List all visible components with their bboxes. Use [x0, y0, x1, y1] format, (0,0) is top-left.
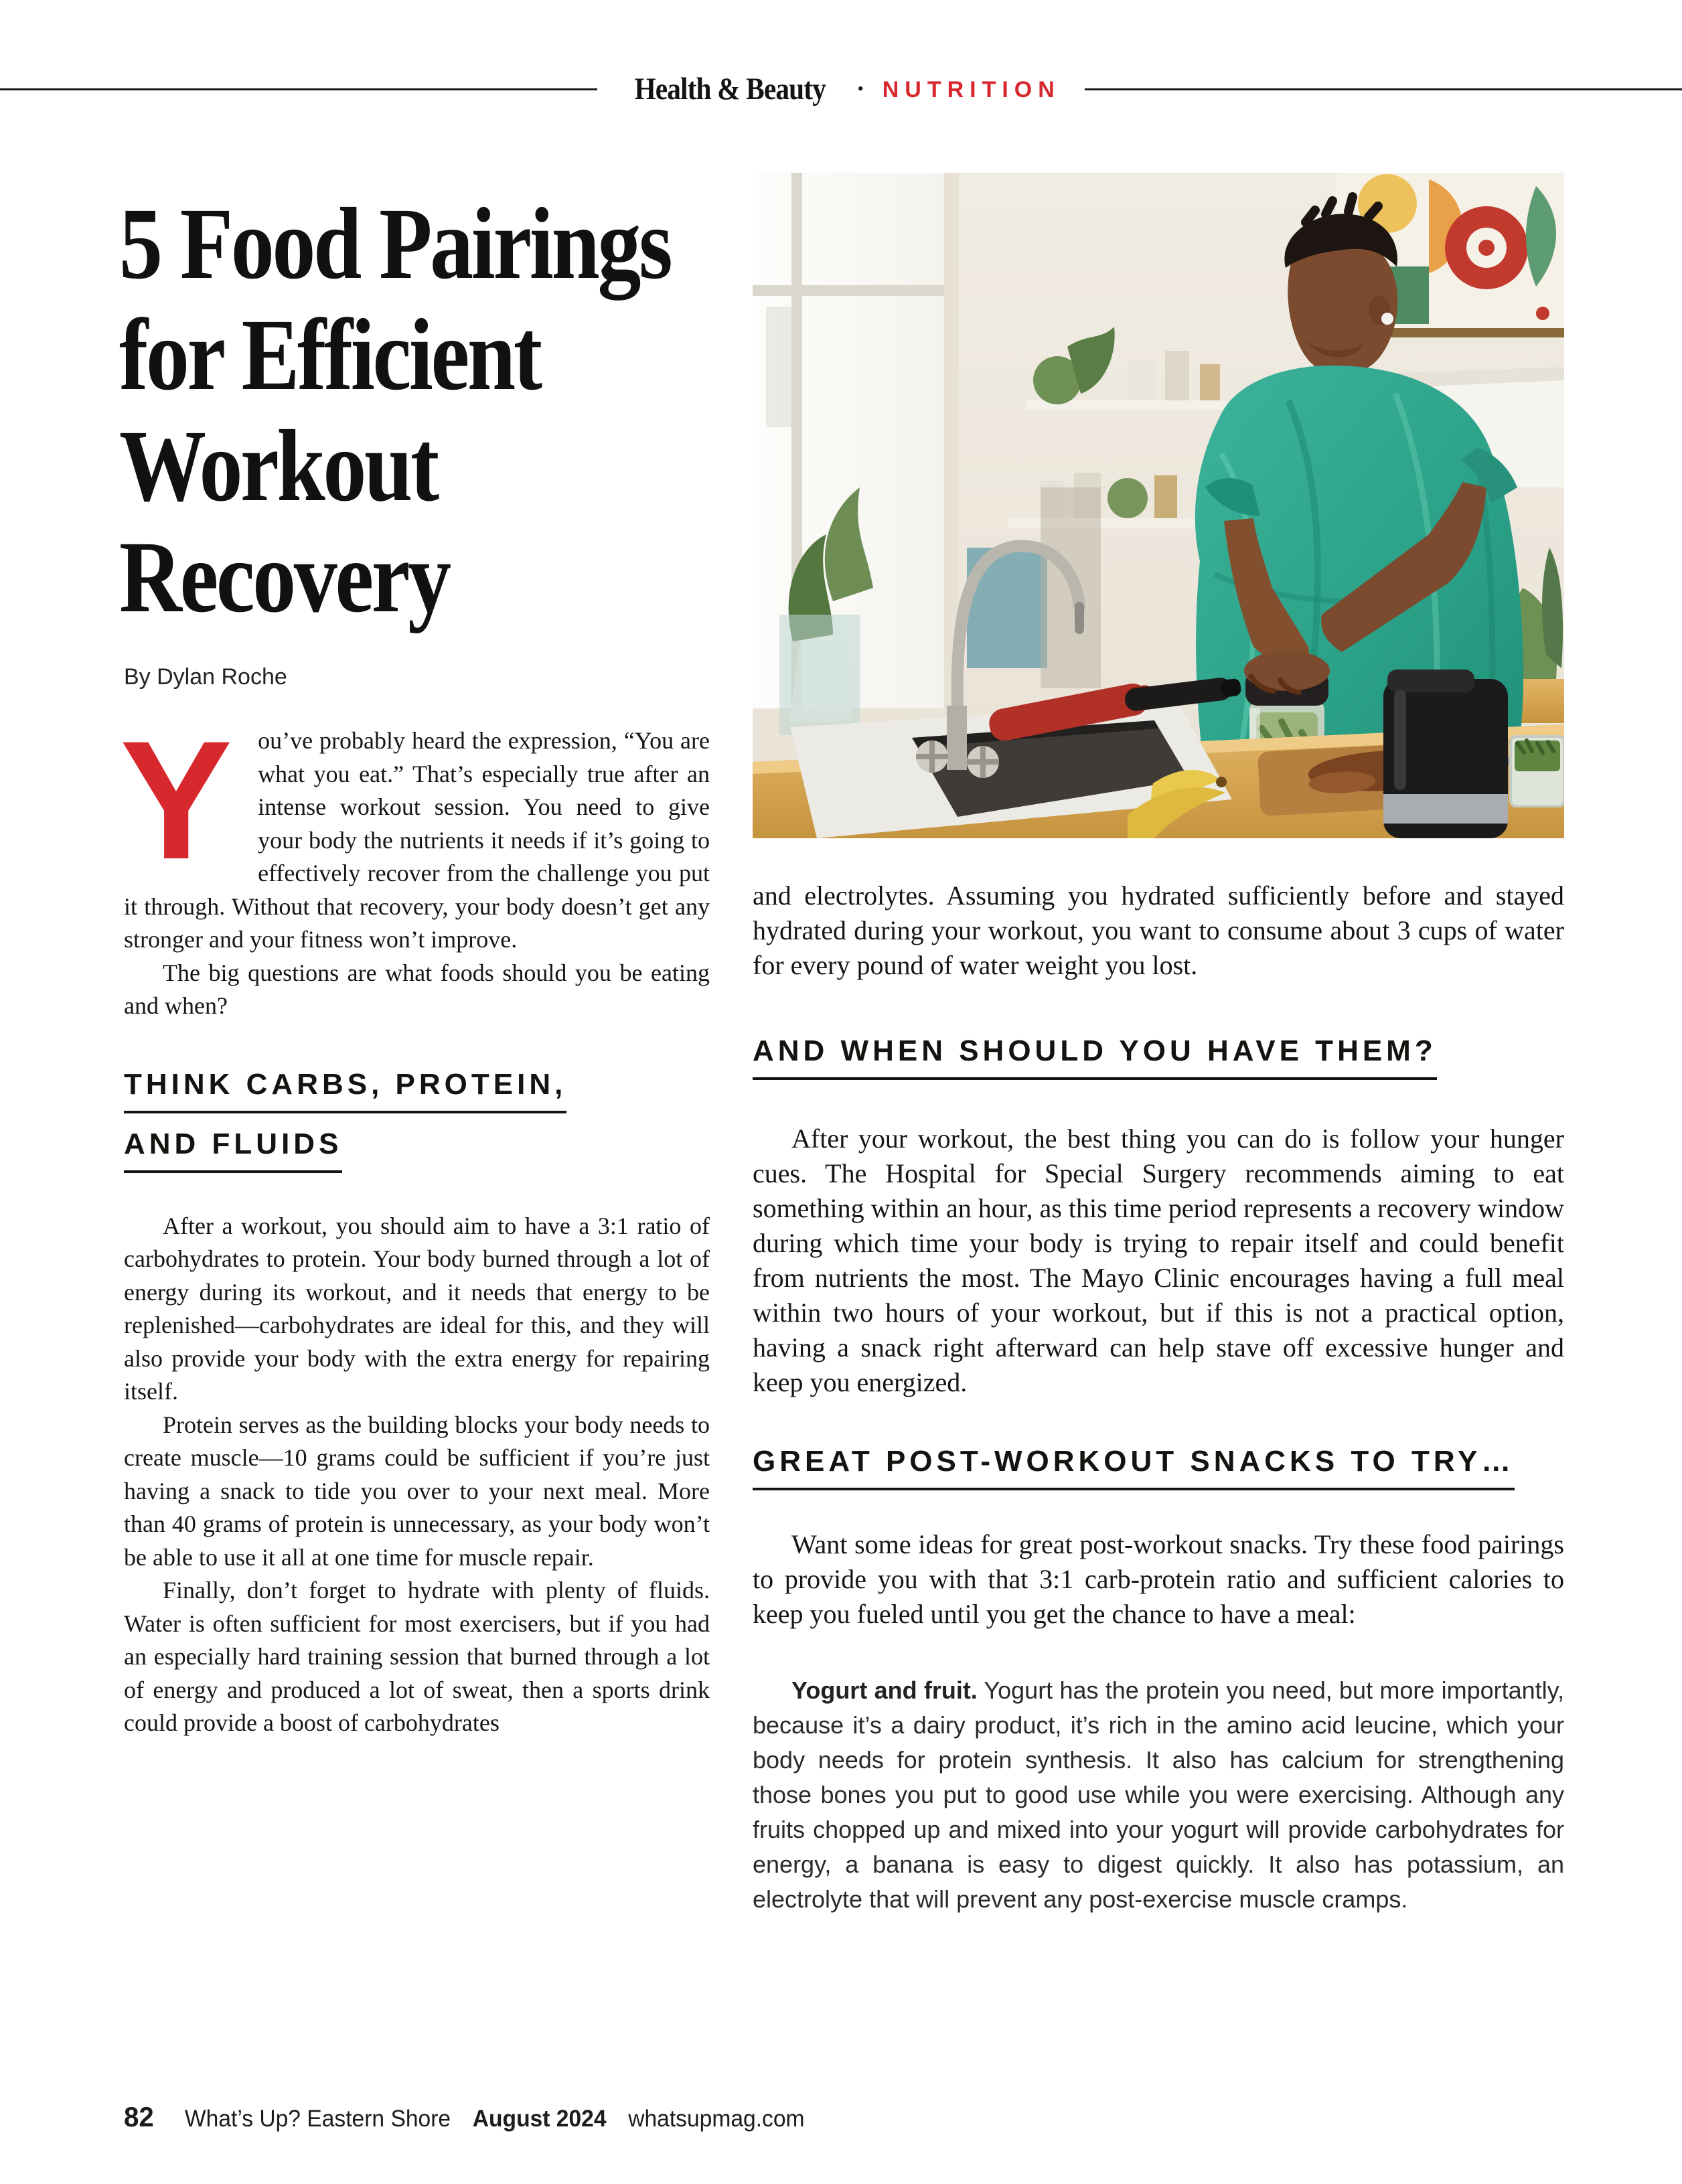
section-heading-snacks [753, 1447, 1564, 1490]
running-head-text [621, 71, 1061, 107]
snack-paragraph [753, 1673, 1564, 1917]
article-photo [753, 173, 1564, 838]
section-heading-think-carbs [124, 1067, 710, 1173]
kitchen-scene-illustration [753, 173, 1564, 838]
byline: By Dylan Roche [124, 664, 287, 690]
dot-separator: • [857, 79, 864, 98]
topic-name: NUTRITION [882, 76, 1061, 102]
paragraph: and electrolytes. Assuming you hydrated sufficiently before and stayed hydrated during your workout, you want to consume about 3 cups of water for every pound of water weight you lost. [753, 880, 1564, 980]
page-footer [124, 2101, 805, 2133]
running-head [0, 71, 1682, 107]
paragraph: After your workout, the best thing you can do is follow your hunger cues. The Hospital for Special Surgery recommends aiming to eat something within an hour, as this time period represents a recovery window during which time your body is trying to repair itself and could benefit from nutrients the most. The Mayo Clinic encourages having a full meal within two hours of your workout, but if this is not a practical option, having a snack right afterward can help stave off excessive hunger and keep you energized. [753, 1123, 1564, 1397]
left-column [120, 706, 710, 1740]
article-title [119, 189, 768, 633]
drop-cap: Y [120, 706, 233, 894]
paragraph: Protein serves as the building blocks your body needs to create muscle—10 grams could be sufficient if you’re just having a snack to tide you over to your next meal. More than 40 grams of protein is unnecessary, as your body won’t be able to use it all at one time for muscle repair. [124, 1411, 710, 1571]
section-heading-when [753, 1036, 1564, 1080]
title-line: for Efficient [119, 299, 540, 412]
title-line: 5 Food Pairings [119, 187, 671, 301]
paragraph: Want some ideas for great post-workout snacks. Try these food pairings to provide you with that 3:1 carb-protein ratio and sufficient calories to keep you fueled until you get the chance to have a meal: [753, 1529, 1564, 1629]
rule-left [0, 88, 597, 90]
section-name: Health & Beauty [634, 72, 826, 106]
heading-line: AND WHEN SHOULD YOU HAVE THEM? [753, 1036, 1437, 1080]
issue-date: August 2024 [472, 2106, 607, 2132]
paragraph: Finally, don’t forget to hydrate with plenty of fluids. Water is often sufficient for most exercisers, but if you had an especially hard training session that burned through a lot of energy and produced a lot of sweat, then a sports drink could provide a boost of carbohydrates [124, 1577, 710, 1736]
title-line: Workout [119, 410, 437, 523]
greens-container [1511, 736, 1564, 806]
title-line: Recovery [119, 521, 449, 634]
website: whatsupmag.com [628, 2106, 805, 2132]
intro-paragraph [120, 706, 710, 957]
paragraph: The big questions are what foods should you be eating and when? [124, 959, 710, 1019]
paragraph: After a workout, you should aim to have a 3:1 ratio of carbohydrates to protein. Your body burned through a lot of energy during its workout, and it needs that energy to be replenished—carbohydrates are ideal for this, and they will also provide your body with the extra energy for repairing itself. [124, 1212, 710, 1405]
rule-right [1085, 88, 1682, 90]
snack-body: Yogurt has the protein you need, but more importantly, because it’s a dairy product, it’s rich in the amino acid leucine, which your body needs for protein synthesis. It also has calcium for strengthening those bones you put to good use while you were exercising. Although any fruits chopped up and mixed into your yogurt will provide carbohydrates for energy, a banana is easy to digest quickly. It also has potassium, an electrolyte that will prevent any post-exercise muscle cramps. [753, 1676, 1564, 1913]
blender-mug [1383, 670, 1508, 838]
magazine-name: What’s Up? Eastern Shore [184, 2106, 451, 2132]
intro-text: ou’ve probably heard the expression, “You are what you eat.” That’s especially true after an intense workout session. You need to give your body the nutrients it needs if it’s going to effectively recover from the challenge you put it through. Without that recovery, your body doesn’t get any stronger and your fitness won’t improve. [124, 727, 710, 953]
heading-line: AND FLUIDS [124, 1129, 342, 1173]
snack-lead-in: Yogurt and fruit. [791, 1676, 978, 1704]
heading-line: THINK CARBS, PROTEIN, [124, 1070, 566, 1113]
right-column [753, 878, 1564, 1917]
heading-line: GREAT POST-WORKOUT SNACKS TO TRY… [753, 1447, 1515, 1490]
page-number: 82 [124, 2101, 154, 2132]
